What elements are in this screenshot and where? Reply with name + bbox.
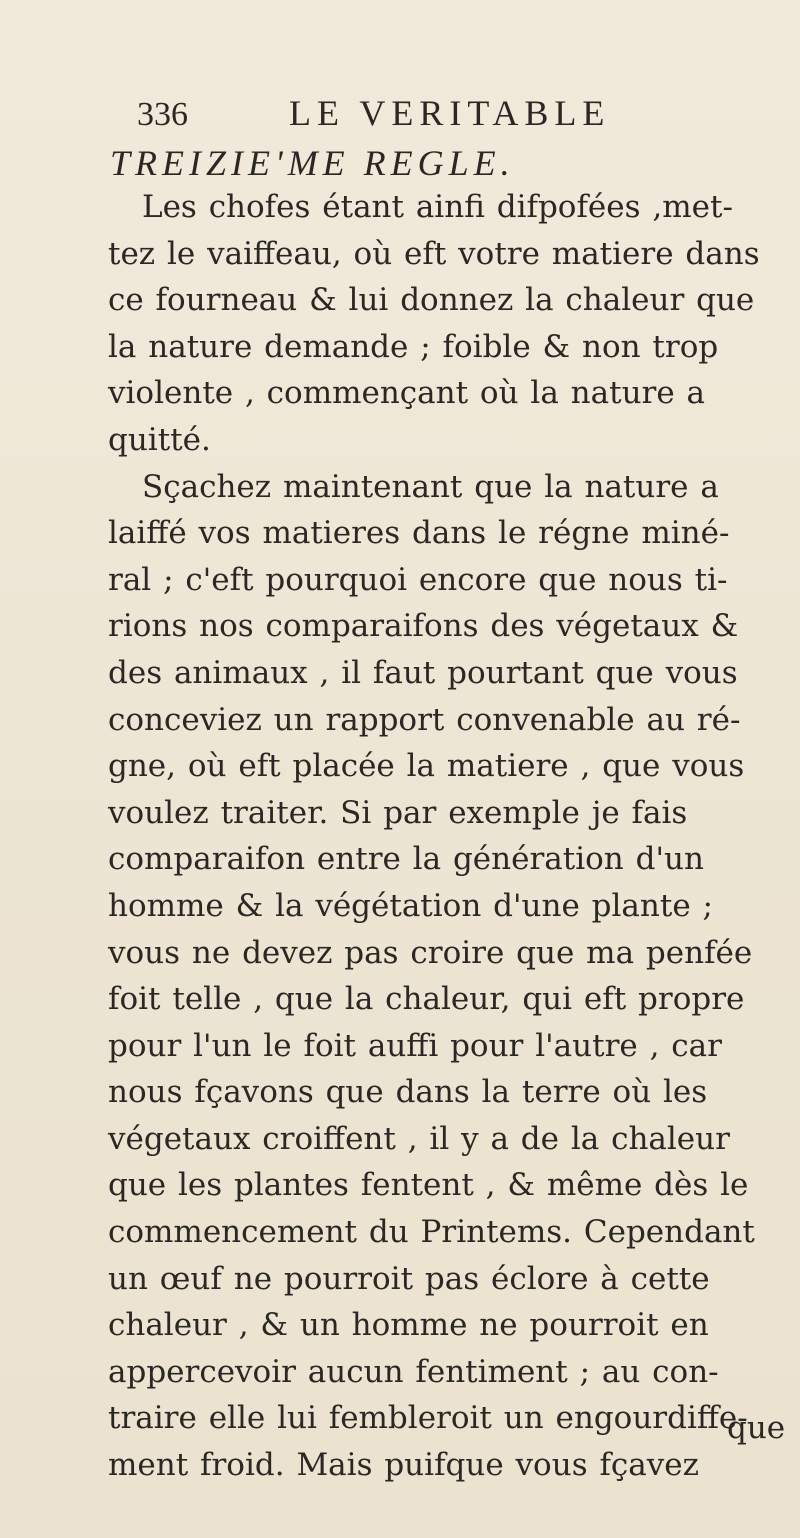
text-line: un œuf ne pourroit pas éclore à cette — [108, 1260, 710, 1297]
text-line: appercevoir aucun fentiment ; au con- — [108, 1353, 719, 1390]
text-line: tez le vaiffeau, où eft votre matiere dans — [108, 235, 760, 272]
text-line: Les chofes étant ainfi difpofées ,met- — [142, 189, 733, 225]
text-line: chaleur , & un homme ne pourroit en — [108, 1307, 709, 1344]
text-line: foit telle , que la chaleur, qui eft propre — [108, 981, 745, 1018]
text-line: gne, où eft placée la matiere , que vous — [108, 748, 745, 785]
text-line: violente , commençant où la nature a — [108, 375, 706, 412]
text-line: nous fçavons que dans la terre où les — [108, 1074, 708, 1111]
text-line: comparaifon entre la génération d'un — [108, 841, 704, 878]
text-line: traire elle lui fembleroit un engourdiffe- — [108, 1400, 748, 1437]
text-line: homme & la végétation d'une plante ; — [108, 887, 713, 924]
page-header — [103, 88, 703, 138]
text-line: que les plantes fentent , & même dès le — [108, 1167, 749, 1204]
text-line: voulez traiter. Si par exemple je fais — [108, 794, 688, 831]
text-line: vous ne devez pas croire que ma penfée — [108, 934, 753, 971]
text-line: rions nos comparaifons des végetaux & — [108, 608, 739, 645]
text-line: la nature demande ; foible & non trop — [108, 328, 719, 365]
text-line: végetaux croiffent , il y a de la chaleur — [108, 1120, 730, 1157]
text-line: ment froid. Mais puifque vous fçavez — [108, 1447, 699, 1484]
text-line: ce fourneau & lui donnez la chaleur que — [108, 282, 755, 319]
text-line: laiffé vos matieres dans le régne miné- — [108, 515, 730, 552]
body-text — [108, 184, 788, 1489]
catchword: que — [727, 1410, 786, 1446]
page-number: 336 — [137, 96, 188, 133]
text-line: conceviez un rapport convenable au ré- — [108, 701, 741, 738]
text-line: commencement du Printems. Cependant — [108, 1214, 755, 1251]
text-line: des animaux , il faut pourtant que vous — [108, 654, 738, 691]
running-head: LE VERITABLE — [289, 93, 611, 133]
text-line: ral ; c'eft pourquoi encore que nous ti- — [108, 561, 728, 598]
text-line: Sçachez maintenant que la nature a — [142, 468, 719, 505]
text-line: pour l'un le foit auffi pour l'autre , car — [108, 1027, 722, 1064]
text-line: quitté. — [108, 421, 211, 458]
section-title: TREIZIE'ME REGLE. — [110, 143, 515, 183]
